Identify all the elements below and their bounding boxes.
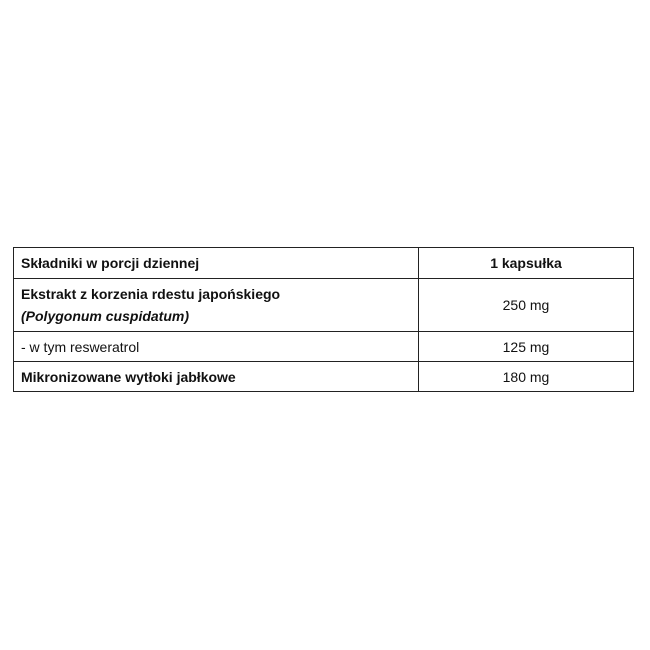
ingredient-name: Ekstrakt z korzenia rdestu japońskiego xyxy=(21,286,281,302)
table-row xyxy=(14,332,634,362)
ingredient-amount: 180 mg xyxy=(419,362,634,392)
table-row xyxy=(14,362,634,392)
ingredient-amount: 125 mg xyxy=(419,332,634,362)
ingredient-name: Mikronizowane wytłoki jabłkowe xyxy=(14,362,419,392)
header-serving: 1 kapsułka xyxy=(419,248,634,279)
ingredient-name-cell xyxy=(14,279,419,332)
header-ingredient: Składniki w porcji dziennej xyxy=(14,248,419,279)
ingredients-table xyxy=(13,247,634,392)
ingredient-latin-name: (Polygonum cuspidatum) xyxy=(21,308,189,324)
table-header-row xyxy=(14,248,634,279)
ingredient-amount: 250 mg xyxy=(419,279,634,332)
ingredient-name: - w tym resweratrol xyxy=(14,332,419,362)
table-row xyxy=(14,279,634,332)
